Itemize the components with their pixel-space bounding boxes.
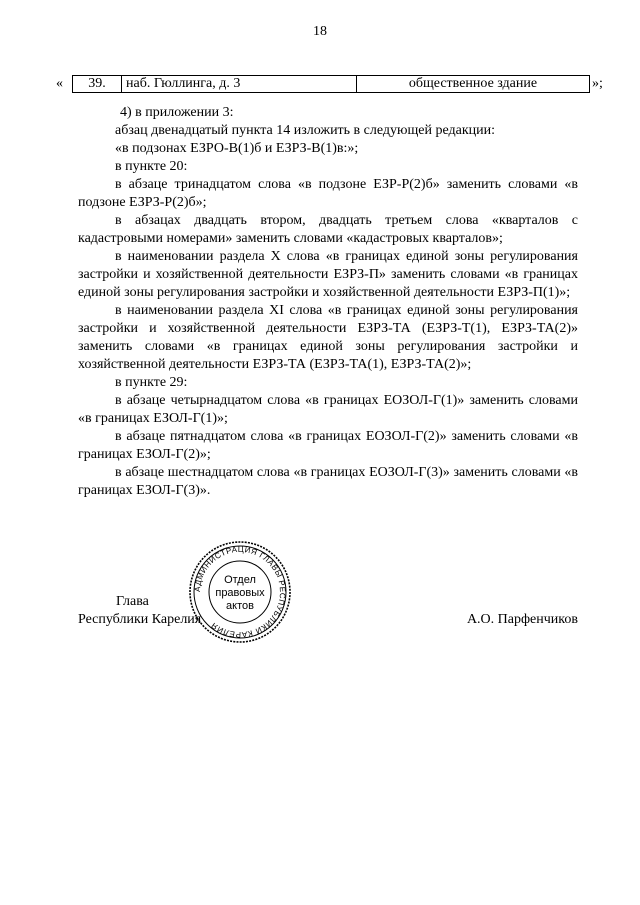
paragraph: в абзацах двадцать втором, двадцать третьем слова «кварталов с кадастровыми номерами» заменить словами «кадастровых кварталов»; [78, 213, 578, 246]
page-number: 18 [313, 24, 327, 39]
paragraph: в наименовании раздела X слова «в границах единой зоны регулирования застройки и хозяйственной деятельности ЕЗРЗ-П» заменить словами «в границах единой зоны регулирования застройки и хозяйственной деятельности ЕЗРЗ-П(1)»; [78, 249, 578, 300]
paragraph: в абзаце пятнадцатом слова «в границах ЕОЗОЛ-Г(2)» заменить словами «в границах ЕЗОЛ-Г(2)»; [78, 429, 578, 462]
stamp-ring-text: АДМИНИСТРАЦИЯ ГЛАВЫ РЕСПУБЛИКИ КАРЕЛИЯ [192, 544, 288, 640]
row-number-cell: 39. [73, 76, 122, 93]
paragraph: в абзаце четырнадцатом слова «в границах ЕОЗОЛ-Г(1)» заменить словами «в границах ЕЗОЛ-Г(1)»; [78, 393, 578, 426]
table-row [73, 76, 590, 93]
object-type-cell: общественное здание [357, 76, 590, 93]
paragraph: 4) в приложении 3: [120, 105, 234, 120]
paragraph: в абзаце тринадцатом слова «в подзоне ЕЗР-Р(2)б» заменить словами «в подзоне ЕЗРЗ-Р(2)б»; [78, 177, 578, 210]
table-quote-close: »; [592, 76, 603, 91]
stamp-inner-line: Отдел [224, 574, 256, 586]
stamp-inner-line: актов [226, 600, 254, 612]
paragraph: в абзаце шестнадцатом слова «в границах ЕОЗОЛ-Г(3)» заменить словами «в границах ЕЗОЛ-Г(3)». [78, 465, 578, 498]
paragraph: в наименовании раздела XI слова «в границах единой зоны регулирования застройки и хозяйственной деятельности ЕЗРЗ-ТА (ЕЗРЗ-Т(1), ЕЗРЗ-ТА(2)» заменить словами «в границах единой зоны регулирования застройки и хозяйственной деятельности ЕЗРЗ-ТА (ЕЗРЗ-ТА(1), ЕЗРЗ-ТА(2)»; [78, 303, 578, 372]
stamp-inner-line: правовых [215, 587, 265, 599]
address-cell: наб. Гюллинга, д. 3 [122, 76, 357, 93]
paragraph: в пункте 29: [115, 375, 188, 390]
signatory-name: А.О. Парфенчиков [466, 612, 578, 627]
amendment-table [72, 75, 590, 93]
table-quote-open: « [56, 76, 63, 91]
paragraph: «в подзонах ЕЗРО-В(1)б и ЕЗРЗ-В(1)в:»; [115, 141, 359, 156]
document-body [78, 104, 578, 500]
signatory-title-line1: Глава [116, 594, 149, 609]
official-stamp [188, 540, 292, 644]
signature-block [78, 594, 578, 634]
paragraph: в пункте 20: [115, 159, 188, 174]
signatory-title-line2: Республики Карелия [78, 612, 202, 627]
paragraph: абзац двенадцатый пункта 14 изложить в следующей редакции: [115, 123, 496, 138]
